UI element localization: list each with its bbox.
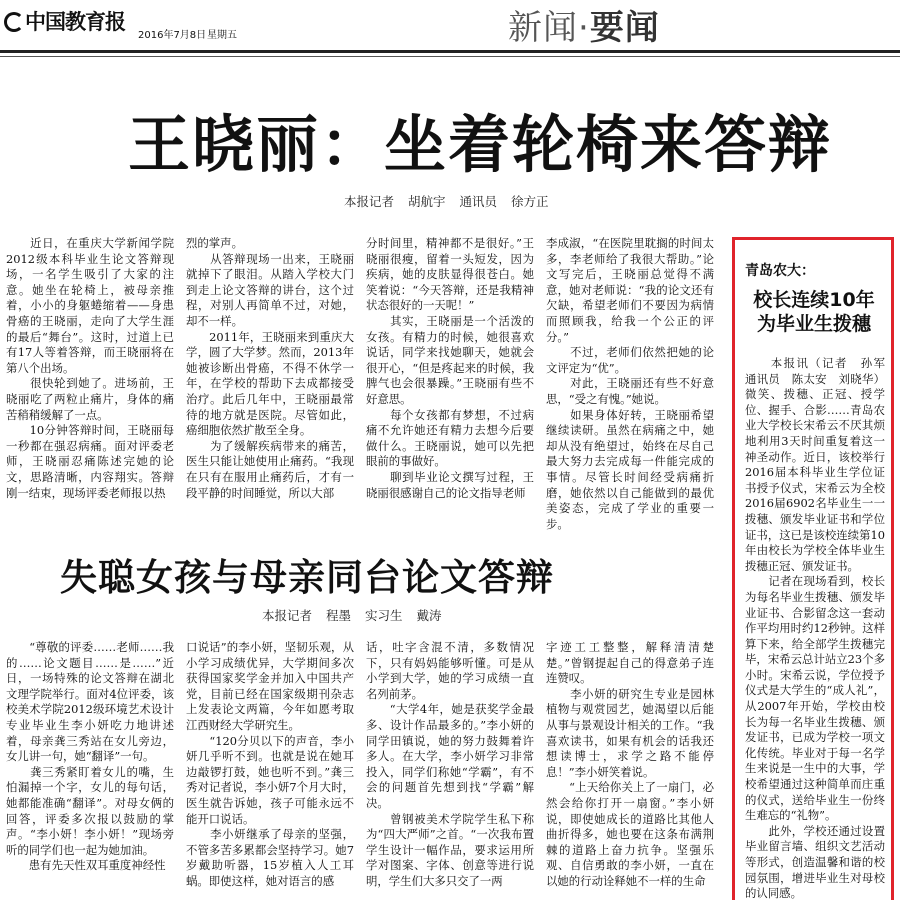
logo-mark-icon xyxy=(4,12,24,32)
byline-role: 实习生 xyxy=(365,608,403,623)
logo-text: 中国教育报 xyxy=(25,9,125,34)
newspaper-logo xyxy=(4,6,125,36)
paragraph: 曾钢被美术学院学生私下称为“四大严师”之首。“一次我布置学生设计一幅作品，要求运用所学对图案、字体、创意等进行说明，学生们大多只交了一两 xyxy=(366,811,534,888)
masthead-rule xyxy=(0,50,900,53)
sidebar-headline-line1: 校长连续10年 xyxy=(753,289,875,311)
paragraph: 不过，老师们依然把她的论文评定为“优”。 xyxy=(546,345,714,375)
paragraph: 从答辩现场一出来，王晓丽就掉下了眼泪。从踏入学校大门到走上论文答辩的讲台，这个过程，对别人再简单不过，对她，却不一样。 xyxy=(186,251,354,328)
paragraph: 李成淑，“在医院里耽搁的时间太多，李老师给了我很大帮助。”论文写完后，王晓丽总觉得不满意，她对老师说：“我的论文还有欠缺，希望老师们不要因为病情而照顾我，给我一个公正的评分。” xyxy=(546,236,714,344)
byline-name: 程墨 xyxy=(326,608,352,623)
issue-weekday: 星期五 xyxy=(207,30,237,41)
paragraph: 话，吐字含混不清，多数情况下，只有妈妈能够听懂。可是从小学到大学，她的学习成绩一直名列前茅。 xyxy=(366,640,534,701)
byline-role: 本报记者 xyxy=(262,608,313,623)
paragraph: “120分贝以下的声音，李小妍几乎听不到。也就是说在她耳边敲锣打鼓，她也听不到。”龚三秀对记者说，李小妍7个月大时，医生就告诉她，孩子可能永远不能开口说话。 xyxy=(186,733,354,826)
section-sub: 要闻 xyxy=(589,8,660,48)
article1-column-3 xyxy=(366,236,534,512)
paragraph: 很快轮到她了。进场前，王晓丽吃了两粒止痛片，身体的痛苦稍稍缓解了一点。 xyxy=(6,376,174,422)
article2-headline: 失聪女孩与母亲同台论文答辩 xyxy=(60,555,554,599)
article2-column-4 xyxy=(546,640,714,898)
paragraph: 口说话”的李小妍，坚韧乐观，从小学习成绩优异，大学期间多次获得国家奖学金并加入中国共产党，目前已经在国家级期刊杂志上发表论文两篇，今年如愿考取江西财经大学研究生。 xyxy=(186,640,354,732)
article2-column-3 xyxy=(366,640,534,898)
paragraph: “大学4年，她是获奖学金最多、设计作品最多的。”李小妍的同学田镇说，她的努力鼓舞着许多人。在大学，李小妍学习非常投入，同学们称她“学霸”，有不会的问题首先想到找“学霸”解决。 xyxy=(366,702,534,810)
paragraph: 本报讯（记者 孙军 通讯员 陈太安 刘晓华）微笑、拨穗、正冠、授学位、握手、合影……青岛农业大学校长宋希云不厌其烦地利用3天时间重复着这一神圣动作。近日，该校举行2016届本科毕业生学位证书授予仪式，宋希云为全校2016届6902名毕业生一一拨穗、颁发毕业证书和学位证书，这已是该校连续第10年由校长为学校全体毕业生拨穗正冠、颁发证书。 xyxy=(745,356,897,573)
paragraph: 每个女孩都有梦想，不过病痛不允许她还有精力去想今后要做什么。王晓丽说，她可以先把眼前的事做好。 xyxy=(366,407,534,469)
section-title xyxy=(508,0,660,49)
paragraph: 龚三秀紧盯着女儿的嘴，生怕漏掉一个字，女儿的每句话，她都能准确“翻译”。对母女俩的回答，评委多次报以鼓励的掌声。“李小妍！李小妍！”现场旁听的同学们也一起为她加油。 xyxy=(6,764,174,857)
article1-column-1 xyxy=(6,236,174,512)
paragraph: 聊到毕业论文撰写过程，王晓丽很感谢自己的论文指导老师 xyxy=(366,469,534,500)
byline-name: 徐方正 xyxy=(511,194,549,209)
paragraph: 近日，在重庆大学新闻学院2012级本科毕业生论文答辩现场，一名学生吸引了大家的注意。她坐在轮椅上，被母亲推着，小小的身躯蜷缩着——身患骨癌的王晓丽，走向了大学生涯的最后“舞台”。这时，过道上已有17人等着答辩，而王晓丽将在第八个出场。 xyxy=(6,236,174,375)
article1-byline xyxy=(344,192,563,210)
paragraph: 此外，学校还通过设置毕业留言墙、组织文艺活动等形式，创造温馨和谐的校园氛围，增进毕业生对母校的认同感。 xyxy=(745,823,885,901)
issue-date: 2016年7月8日 xyxy=(138,30,207,41)
section-main: 新闻 xyxy=(508,8,578,48)
paragraph: 字迹工工整整，解释清清楚楚。”曾钢提起自己的得意弟子连连赞叹。 xyxy=(546,640,714,686)
sidebar-news-box xyxy=(732,237,897,901)
byline-role: 本报记者 xyxy=(344,194,395,209)
paragraph: 如果身体好转，王晓丽希望继续读研。虽然在病痛之中，她却从没有绝望过，始终在尽自己最大努力去完成每一件能完成的事情。尽管长时间经受病痛折磨，她依然以自己能做到的最优美姿态，完成了学业的重要一步。 xyxy=(546,407,714,531)
sidebar-headline xyxy=(741,288,887,336)
paragraph: 烈的掌声。 xyxy=(186,236,243,250)
sidebar-kicker: 青岛农大： xyxy=(745,263,815,279)
article1-column-2 xyxy=(186,236,354,512)
paragraph: 为了缓解疾病带来的痛苦，医生只能让她使用止痛药。“我现在只有在服用止痛药后，才有一段平静的时间睡觉，所以大部 xyxy=(186,438,354,500)
paragraph: “尊敬的评委……老师……我的……论文题目……是……”近日，一场特殊的论文答辩在湖北文理学院举行。面对4位评委，该校美术学院2012级环境艺术设计专业毕业生李小妍吃力地讲述着，母亲龚三秀站在女儿旁边，女儿讲一句，她“翻译”一句。 xyxy=(6,640,174,764)
paragraph: 李小妍继承了母亲的坚强，不管多苦多累都会坚持学习。她7岁戴助听器，15岁植入人工耳蜗。即使这样，她对语言的感 xyxy=(186,827,354,888)
byline-name: 戴涛 xyxy=(416,608,442,623)
paragraph: “上天给你关上了一扇门，必然会给你打开一扇窗。”李小妍说，即使她成长的道路比其他人曲折得多，她也要在这条布满荆棘的道路上奋力抗争。坚强乐观、自信勇敢的李小妍，一直在以她的行动诠释她不一样的生命 xyxy=(546,780,714,888)
masthead xyxy=(0,0,900,48)
paragraph: 李小妍的研究生专业是园林植物与观赏园艺，她渴望以后能从事与景观设计相关的工作。“我喜欢读书，如果有机会的话我还想读博士，求学之路不能停息！”李小妍笑着说。 xyxy=(546,686,714,779)
paragraph: 其实，王晓丽是一个活泼的女孩。有精力的时候，她很喜欢说话，同学来找她聊天，她就会很开心，“但是疼起来的时候，我脾气也会很暴躁。”王晓丽有些不好意思。 xyxy=(366,313,534,406)
paragraph: 10分钟答辩时间，王晓丽每一秒都在强忍病痛。面对评委老师，王晓丽忍痛陈述完她的论文，思路清晰，内容翔实。答辩刚一结束，现场评委老师报以热 xyxy=(6,423,174,500)
article1-headline: 王晓丽：坐着轮椅来答辩 xyxy=(127,108,832,181)
paragraph: 2011年，王晓丽来到重庆大学，圆了大学梦。然而，2013年她被诊断出骨癌，不得不休学一年，在学校的帮助下去成都接受治疗。此后几年中，王晓丽最常待的地方就是医院。尽管如此，癌细胞依然扩散至全身。 xyxy=(186,329,354,438)
article1-column-4 xyxy=(546,236,714,531)
paragraph: 分时间里，精神都不是很好。”王晓丽很瘦，留着一头短发，因为疾病，她的皮肤显得很苍白。她笑着说：“今天答辩，还是我精神状态很好的一天呢！” xyxy=(366,236,534,313)
article2-column-2 xyxy=(186,640,354,898)
article2-byline xyxy=(262,606,456,624)
section-separator: · xyxy=(578,8,590,48)
byline-name: 胡航宇 xyxy=(408,194,446,209)
sidebar-body xyxy=(745,356,897,902)
byline-role: 通讯员 xyxy=(459,194,498,209)
article2-column-1 xyxy=(6,640,174,898)
sidebar-headline-line2: 为毕业生拨穗 xyxy=(756,313,871,335)
paragraph: 记者在现场看到，校长为每名毕业生拨穗、颁发毕业证书、合影留念这一套动作平均用时约12秒钟。这样算下来，给全部学生拨穗完毕，宋希云总计站立23个多小时。宋希云说，学位授予仪式是大学生的“成人礼”，从2007年开始，学校由校长为每一名毕业生拨穗、颁发证书，已成为学校一项文化传统。毕业对于每一名学生来说是一生中的大事，学校希望通过这种简单而庄重的仪式，送给毕业生一份终生难忘的“礼物”。 xyxy=(745,574,885,823)
paragraph: 患有先天性双耳重度神经性 xyxy=(6,858,166,873)
masthead-rule-thin xyxy=(0,56,900,57)
paragraph: 对此，王晓丽还有些不好意思，“受之有愧。”她说。 xyxy=(546,376,714,406)
